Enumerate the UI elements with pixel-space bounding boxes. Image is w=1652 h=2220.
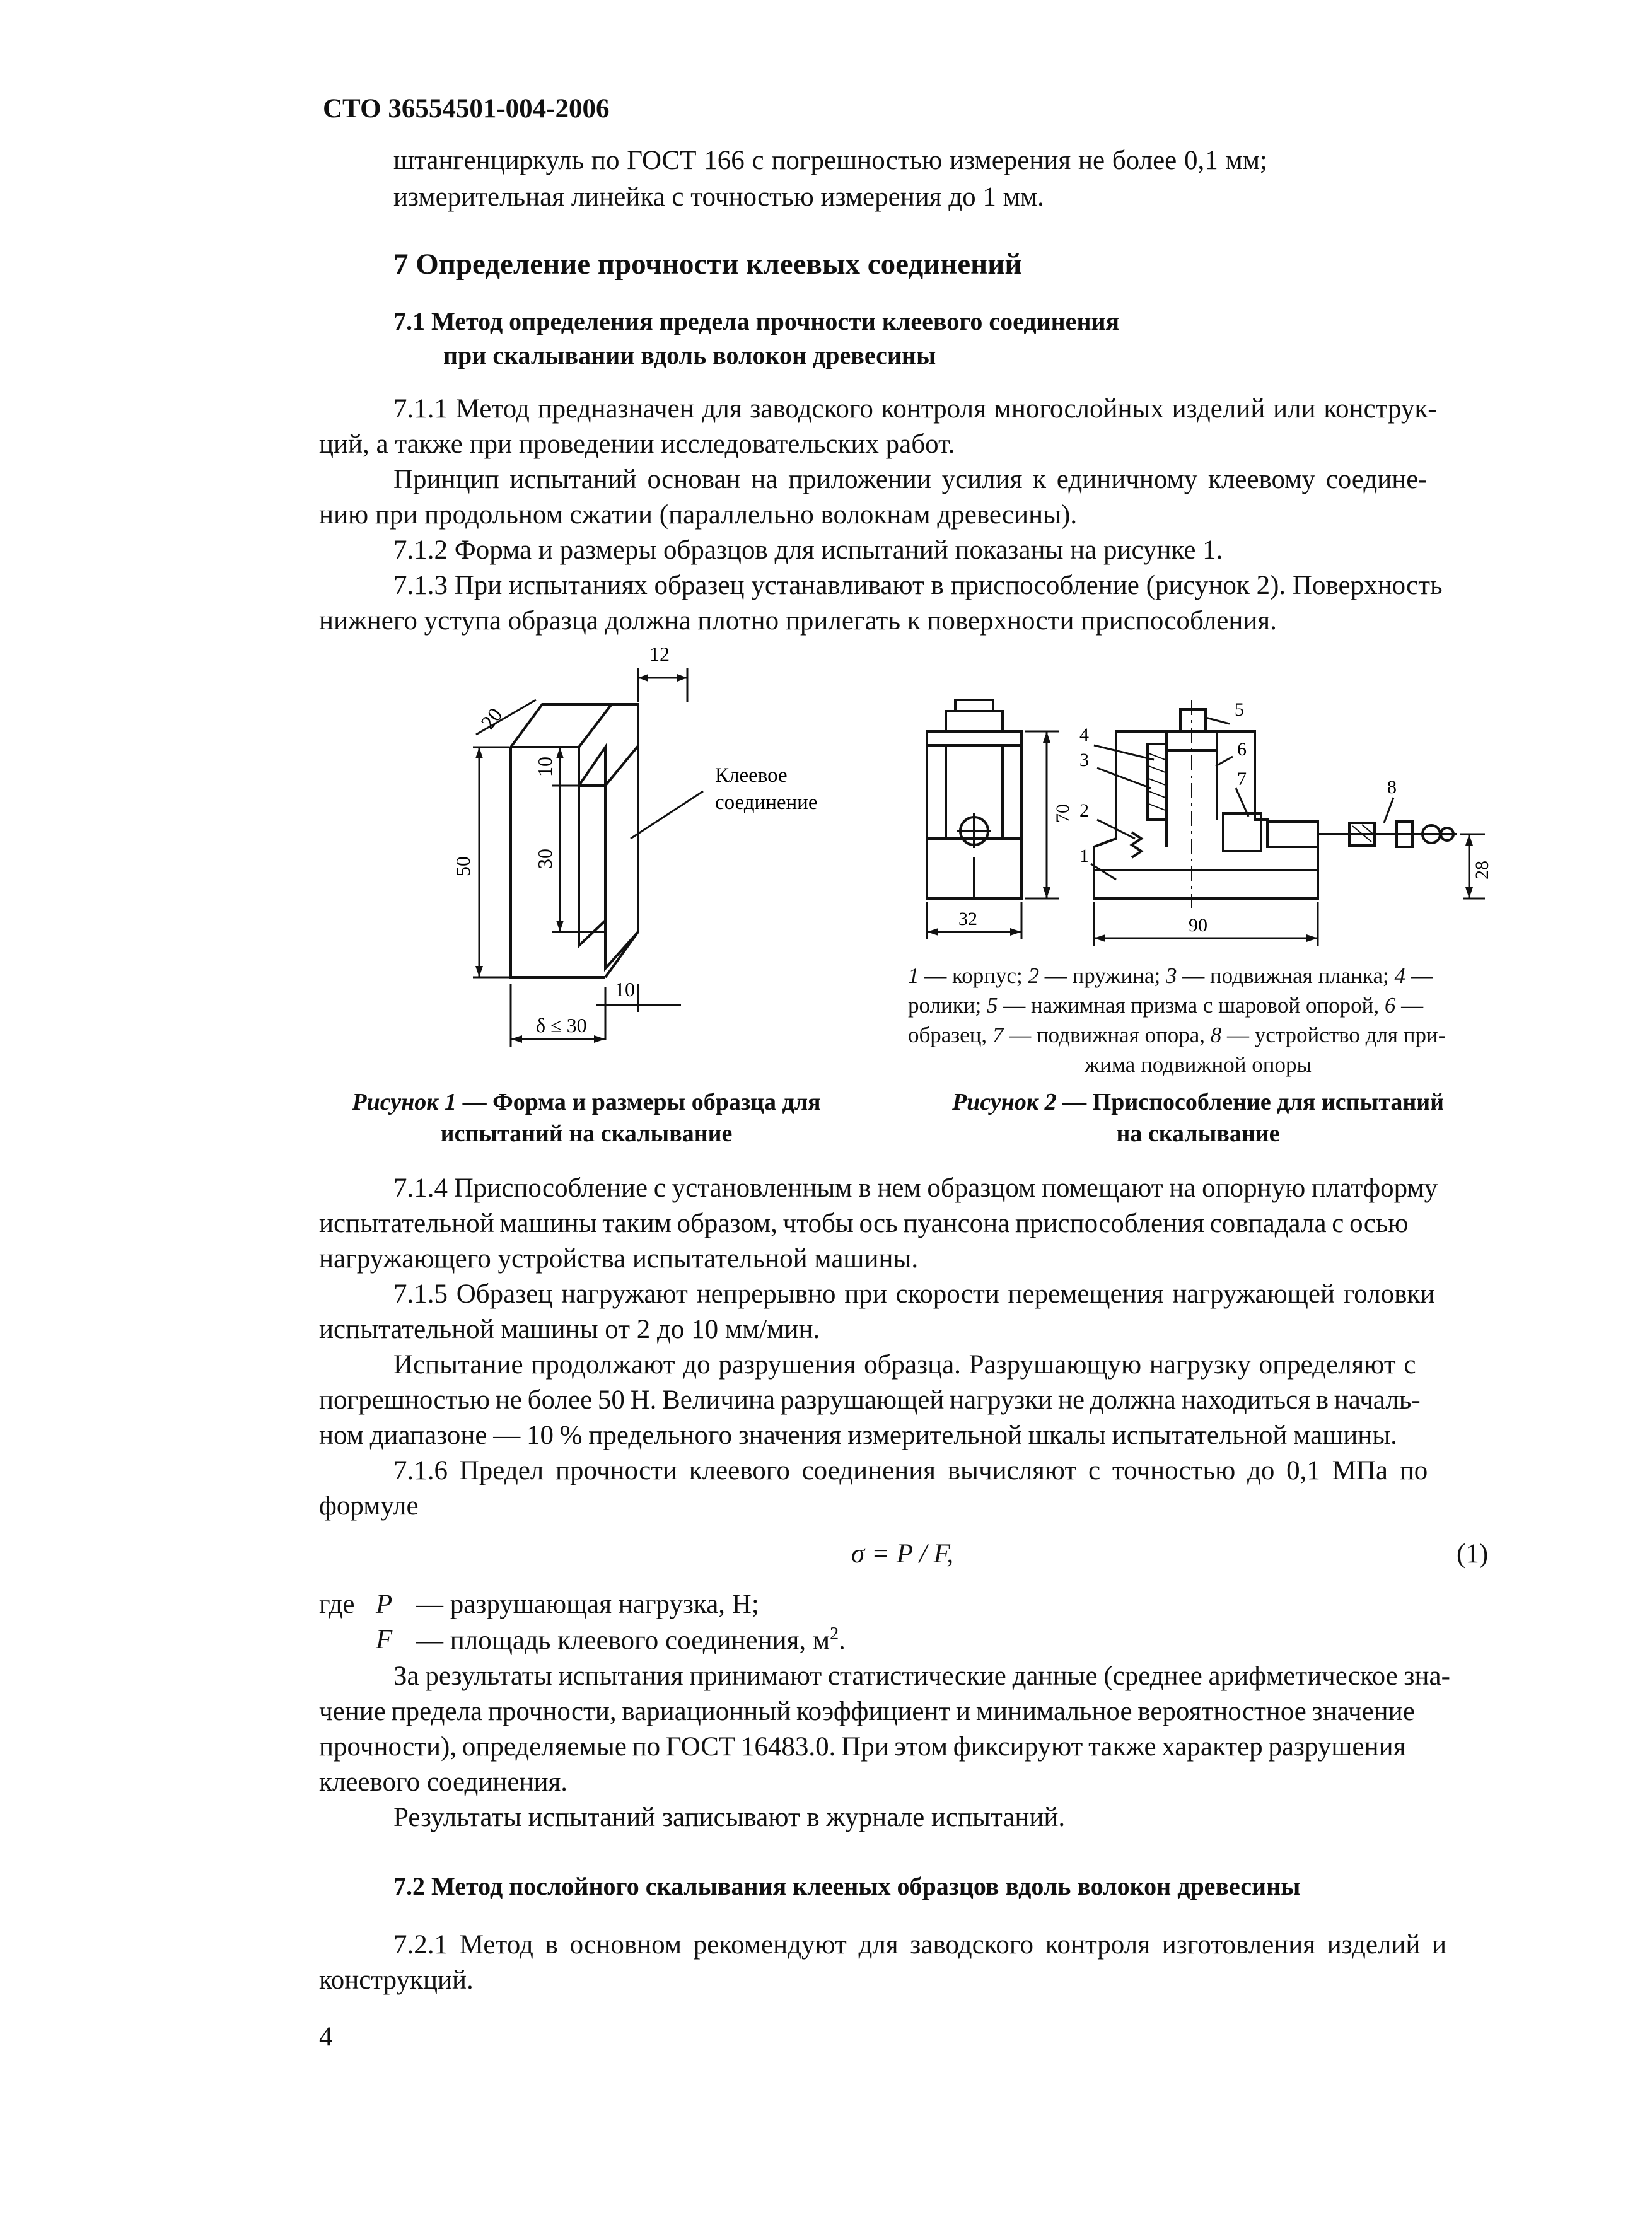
- fig1-dim-20: 20: [476, 703, 507, 734]
- fig2-num-7: 7: [1237, 769, 1247, 789]
- fig1-dim-10-bottom: 10: [615, 978, 635, 1001]
- para-continue-line-3: ном диапазоне — 10 % предельного значения измерительной шкалы испытательной машины.: [319, 1421, 1397, 1450]
- para-journal: Результаты испытаний записывают в журнале испытаний.: [393, 1803, 1066, 1832]
- fig2-num-3: 3: [1079, 750, 1089, 770]
- section-7-1-heading-line-1: 7.1 Метод определения предела прочности клеевого соединения: [393, 307, 1120, 335]
- intro-line-1: штангенциркуль по ГОСТ 166 с погрешностью измерения не более 0,1 мм;: [393, 146, 1267, 175]
- para-7-2-1-line-1: 7.2.1 Метод в основном рекомендуют для заводского контроля изготовления изделий и: [393, 1930, 1447, 1960]
- para-7-1-5-line-1: 7.1.5 Образец нагружают непрерывно при скорости перемещения нагружающей головки: [393, 1279, 1435, 1309]
- para-7-1-6-line-1: 7.1.6 Предел прочности клеевого соединения вычисляют с точностью до 0,1 МПа по: [393, 1456, 1428, 1485]
- para-7-1-3-line-2: нижнего уступа образца должна плотно прилегать к поверхности приспособления.: [319, 606, 1277, 636]
- fig2-dim-32: 32: [958, 909, 977, 929]
- fig2-num-2: 2: [1079, 800, 1089, 821]
- section-7-2-heading: 7.2 Метод послойного скалывания клееных образцов вдоль волокон древесины: [393, 1872, 1301, 1900]
- formula: σ = P / F,: [851, 1539, 954, 1569]
- para-continue-line-1: Испытание продолжают до разрушения образца. Разрушающую нагрузку определяют с: [393, 1350, 1416, 1380]
- para-7-1-1-line-1: 7.1.1 Метод предназначен для заводского контроля многослойных изделий или конструк-: [393, 394, 1437, 424]
- section-7-1-heading-line-2: при скалывании вдоль волокон древесины: [443, 341, 936, 369]
- fig1-dim-10-top: 10: [533, 757, 556, 777]
- para-7-1-4-line-1: 7.1.4 Приспособление с установленным в нем образцом помещают на опорную платформу: [393, 1173, 1438, 1203]
- para-7-1-4-line-2: испытательной машины таким образом, чтобы ось пуансона приспособления совпадала с осью: [319, 1209, 1409, 1238]
- where-f-description: — площадь клеевого соединения, $м^2$.: [416, 1624, 846, 1656]
- para-continue-line-2: погрешностью не более 50 Н. Величина разрушающей нагрузки не должна находиться в началь-: [319, 1385, 1421, 1415]
- section-7-heading: 7 Определение прочности клеевых соединений: [393, 248, 1022, 281]
- figure-1-drawing: [429, 631, 818, 1059]
- fig1-dim-12: 12: [649, 642, 670, 665]
- fig2-num-6: 6: [1237, 739, 1247, 760]
- para-results-line-1: За результаты испытания принимают статистические данные (среднее арифметическое зна-: [393, 1661, 1450, 1691]
- fig2-dim-28: 28: [1472, 861, 1492, 880]
- para-principle-line-1: Принцип испытаний основан на приложении усилия к единичному клеевому соедине-: [393, 465, 1428, 494]
- para-7-1-5-line-2: испытательной машины от 2 до 10 мм/мин.: [319, 1315, 820, 1344]
- where-f-symbol: F: [376, 1625, 393, 1654]
- fig1-label-glue-2: соединение: [715, 791, 818, 814]
- fig2-num-8: 8: [1387, 777, 1397, 798]
- formula-number: (1): [1457, 1539, 1489, 1569]
- fig2-num-5: 5: [1235, 699, 1244, 720]
- fig1-label-glue-1: Клеевое: [715, 764, 788, 787]
- para-7-1-3-line-1: 7.1.3 При испытаниях образец устанавливают в приспособление (рисунок 2). Поверхность: [393, 571, 1443, 600]
- para-7-1-2: 7.1.2 Форма и размеры образцов для испытаний показаны на рисунке 1.: [393, 535, 1223, 565]
- figure-1-caption: Рисунок 1 — Форма и размеры образца для испытаний на скалывание: [352, 1089, 821, 1147]
- intro-line-2: измерительная линейка с точностью измерения до 1 мм.: [393, 182, 1044, 212]
- para-7-1-1-line-2: ций, а также при проведении исследовательских работ.: [319, 429, 955, 459]
- para-principle-line-2: нию при продольном сжатии (параллельно волокнам древесины).: [319, 500, 1078, 530]
- fig1-dim-delta: δ ≤ 30: [536, 1014, 587, 1037]
- where-p-description: — разрушающая нагрузка, Н;: [416, 1589, 759, 1619]
- figure-1-caption-em: Рисунок 1: [352, 1089, 457, 1115]
- fig2-dim-70: 70: [1052, 804, 1073, 823]
- para-results-line-4: клеевого соединения.: [319, 1767, 568, 1797]
- document-code: СТО 36554501-004-2006: [323, 94, 610, 124]
- para-7-1-6-line-2: формуле: [319, 1491, 419, 1521]
- fig2-dim-90: 90: [1189, 915, 1207, 936]
- figure-2-legend: 1 — корпус; 2 — пружина; 3 — подвижная планка; 4 — ролики; 5 — нажимная призма с шаровой опорой, 6 — образец, 7 — подвижная опора, 8 — устройство для при- жима подвижной опоры: [908, 963, 1446, 1077]
- fig2-num-4: 4: [1079, 724, 1089, 745]
- fig2-num-1: 1: [1079, 846, 1089, 866]
- para-7-1-4-line-3: нагружающего устройства испытательной машины.: [319, 1244, 919, 1274]
- fig1-dim-30: 30: [533, 849, 556, 869]
- fig1-dim-50: 50: [451, 856, 474, 876]
- figure-2-caption: Рисунок 2 — Приспособление для испытаний на скалывание: [951, 1089, 1445, 1147]
- para-results-line-2: чение предела прочности, вариационный коэффициент и минимальное вероятностное значение: [319, 1697, 1415, 1726]
- where-word: где: [319, 1589, 355, 1619]
- para-7-2-1-line-2: конструкций.: [319, 1965, 474, 1995]
- figure-2-drawing: [908, 681, 1492, 958]
- where-p-symbol: P: [376, 1589, 393, 1619]
- page-number: 4: [319, 2022, 333, 2052]
- figure-2-caption-em: Рисунок 2: [951, 1089, 1057, 1115]
- para-results-line-3: прочности), определяемые по ГОСТ 16483.0. При этом фиксируют также характер разрушения: [319, 1732, 1406, 1762]
